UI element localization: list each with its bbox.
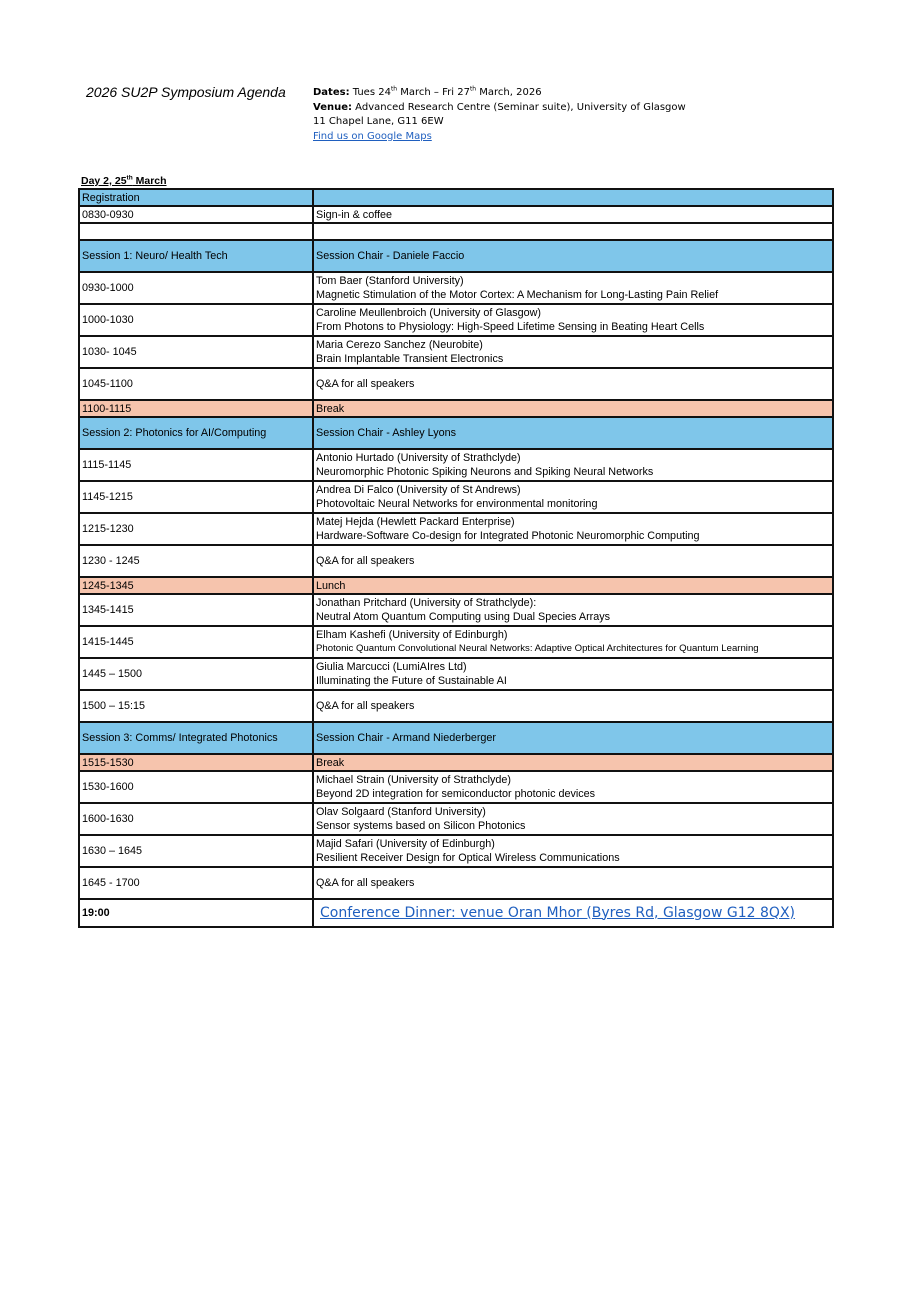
- talk-row: [79, 449, 833, 481]
- details-cell: [313, 867, 833, 899]
- talk-title: Neutral Atom Quantum Computing using Dual Species Arrays: [316, 611, 611, 623]
- session-row: [79, 189, 833, 206]
- item-label: Q&A for all speakers: [316, 877, 415, 889]
- time-cell: 1445 – 1500: [79, 658, 313, 690]
- details-cell: [313, 417, 833, 449]
- details-cell: [313, 206, 833, 223]
- time-cell: Session 1: Neuro/ Health Tech: [79, 240, 313, 272]
- dates-mid: March – Fri 27: [397, 87, 470, 98]
- talk-title: Sensor systems based on Silicon Photonics: [316, 820, 526, 832]
- details-cell: [313, 835, 833, 867]
- speaker-name: Elham Kashefi (University of Edinburgh): [316, 629, 508, 641]
- talk-title: Photovoltaic Neural Networks for environmental monitoring: [316, 498, 598, 510]
- details-cell: [313, 304, 833, 336]
- time-cell: 1245-1345: [79, 577, 313, 594]
- talk-title: Resilient Receiver Design for Optical Wireless Communications: [316, 852, 620, 864]
- dates-start: Tues 24: [349, 87, 391, 98]
- talk-row: [79, 626, 833, 658]
- time-cell: 1515-1530: [79, 754, 313, 771]
- venue-address: 11 Chapel Lane, G11 6EW: [313, 116, 444, 127]
- time-cell: 1645 - 1700: [79, 867, 313, 899]
- talk-title: Hardware-Software Co-design for Integrated Photonic Neuromorphic Computing: [316, 530, 700, 542]
- ordinal-suffix: th: [469, 85, 477, 93]
- speaker-name: Antonio Hurtado (University of Strathclyde): [316, 452, 521, 464]
- talk-row: [79, 336, 833, 368]
- talk-title: Neuromorphic Photonic Spiking Neurons and Spiking Neural Networks: [316, 466, 654, 478]
- session-chair: Session Chair - Armand Niederberger: [316, 732, 497, 744]
- talk-title: Magnetic Stimulation of the Motor Cortex: A Mechanism for Long-Lasting Pain Relief: [316, 289, 719, 301]
- speaker-name: Caroline Meullenbroich (University of Glasgow): [316, 307, 542, 319]
- agenda-row: [79, 206, 833, 223]
- talk-title: From Photons to Physiology: High-Speed Lifetime Sensing in Beating Heart Cells: [316, 321, 705, 333]
- details-cell: [313, 223, 833, 240]
- day-heading-text: Day 2, 25: [81, 175, 127, 187]
- time-cell: Session 2: Photonics for AI/Computing: [79, 417, 313, 449]
- item-label: Sign-in & coffee: [316, 208, 393, 221]
- venue-line: [313, 101, 686, 116]
- venue-label: Venue:: [313, 101, 352, 113]
- qa-row: [79, 867, 833, 899]
- talk-row: [79, 513, 833, 545]
- item-label: Break: [316, 402, 345, 415]
- item-label: Q&A for all speakers: [316, 700, 415, 712]
- talk-row: [79, 272, 833, 304]
- talk-title: Illuminating the Future of Sustainable AI: [316, 675, 507, 687]
- item-label: Q&A for all speakers: [316, 378, 415, 390]
- speaker-name: Matej Hejda (Hewlett Packard Enterprise): [316, 516, 515, 528]
- talk-row: [79, 594, 833, 626]
- speaker-name: Michael Strain (University of Strathclyde): [316, 774, 512, 786]
- details-cell: [313, 658, 833, 690]
- time-cell: 0830-0930: [79, 206, 313, 223]
- time-cell: 1600-1630: [79, 803, 313, 835]
- details-cell: [313, 545, 833, 577]
- speaker-name: Jonathan Pritchard (University of Strathclyde):: [316, 597, 537, 609]
- break-row: [79, 577, 833, 594]
- qa-row: [79, 545, 833, 577]
- document-title: 2026 SU2P Symposium Agenda: [86, 84, 286, 100]
- qa-row: [79, 690, 833, 722]
- dinner-row: [79, 899, 833, 927]
- time-cell: 1215-1230: [79, 513, 313, 545]
- time-cell: 1230 - 1245: [79, 545, 313, 577]
- dates-label: Dates:: [313, 87, 350, 98]
- ordinal-suffix: th: [126, 174, 133, 182]
- item-label: Break: [316, 756, 345, 769]
- time-cell: Registration: [79, 189, 313, 206]
- qa-row: [79, 368, 833, 400]
- details-cell: [313, 368, 833, 400]
- session-row: [79, 417, 833, 449]
- details-cell: [313, 771, 833, 803]
- talk-title: Brain Implantable Transient Electronics: [316, 353, 504, 365]
- time-cell: Session 3: Comms/ Integrated Photonics: [79, 722, 313, 754]
- dates-end: March, 2026: [476, 87, 542, 98]
- details-cell: [313, 400, 833, 417]
- details-cell: [313, 577, 833, 594]
- item-label: Q&A for all speakers: [316, 555, 415, 567]
- event-meta: [313, 86, 686, 144]
- speaker-name: Maria Cerezo Sanchez (Neurobite): [316, 339, 483, 351]
- break-row: [79, 754, 833, 771]
- session-row: [79, 240, 833, 272]
- google-maps-link[interactable]: Find us on Google Maps: [313, 130, 432, 142]
- time-cell: [79, 223, 313, 240]
- time-cell: 1345-1415: [79, 594, 313, 626]
- talk-row: [79, 803, 833, 835]
- details-cell: [313, 272, 833, 304]
- time-cell: 1500 – 15:15: [79, 690, 313, 722]
- agenda-table: [78, 188, 834, 928]
- day-heading: [81, 175, 167, 187]
- time-cell: 1000-1030: [79, 304, 313, 336]
- item-label: Lunch: [316, 579, 346, 592]
- speaker-name: Majid Safari (University of Edinburgh): [316, 838, 495, 850]
- day-heading-month: March: [132, 175, 167, 187]
- time-cell: 1415-1445: [79, 626, 313, 658]
- details-cell: [313, 722, 833, 754]
- speaker-name: Olav Solgaard (Stanford University): [316, 806, 486, 818]
- details-cell: [313, 189, 833, 206]
- time-cell: 1145-1215: [79, 481, 313, 513]
- conference-dinner-link[interactable]: Conference Dinner: venue Oran Mhor (Byres Rd, Glasgow G12 8QX): [320, 904, 795, 921]
- details-cell: [313, 626, 833, 658]
- time-cell: 1100-1115: [79, 400, 313, 417]
- talk-title: Photonic Quantum Convolutional Neural Networks: Adaptive Optical Architectures for Quantum Learning: [316, 643, 759, 654]
- details-cell: [313, 594, 833, 626]
- speaker-name: Tom Baer (Stanford University): [316, 275, 464, 287]
- speaker-name: Giulia Marcucci (LumiAIres Ltd): [316, 661, 467, 673]
- time-cell: 0930-1000: [79, 272, 313, 304]
- talk-title: Beyond 2D integration for semiconductor photonic devices: [316, 788, 596, 800]
- session-chair: Session Chair - Daniele Faccio: [316, 250, 465, 262]
- details-cell: [313, 449, 833, 481]
- break-row: [79, 400, 833, 417]
- dates-line: [313, 86, 686, 101]
- details-cell: [313, 336, 833, 368]
- venue-value: Advanced Research Centre (Seminar suite), University of Glasgow: [352, 101, 686, 113]
- talk-row: [79, 481, 833, 513]
- details-cell: [313, 754, 833, 771]
- session-row: [79, 722, 833, 754]
- speaker-name: Andrea Di Falco (University of St Andrews): [316, 484, 521, 496]
- details-cell: [313, 240, 833, 272]
- details-cell: [313, 690, 833, 722]
- time-cell: 1630 – 1645: [79, 835, 313, 867]
- details-cell: [313, 481, 833, 513]
- talk-row: [79, 658, 833, 690]
- session-chair: Session Chair - Ashley Lyons: [316, 427, 457, 439]
- details-cell: [313, 899, 833, 927]
- talk-row: [79, 304, 833, 336]
- time-cell: 1045-1100: [79, 368, 313, 400]
- talk-row: [79, 771, 833, 803]
- details-cell: [313, 513, 833, 545]
- details-cell: [313, 803, 833, 835]
- time-cell: 1030- 1045: [79, 336, 313, 368]
- spacer-row: [79, 223, 833, 240]
- talk-row: [79, 835, 833, 867]
- time-cell: 19:00: [79, 899, 313, 927]
- time-cell: 1115-1145: [79, 449, 313, 481]
- time-cell: 1530-1600: [79, 771, 313, 803]
- ordinal-suffix: th: [390, 85, 398, 93]
